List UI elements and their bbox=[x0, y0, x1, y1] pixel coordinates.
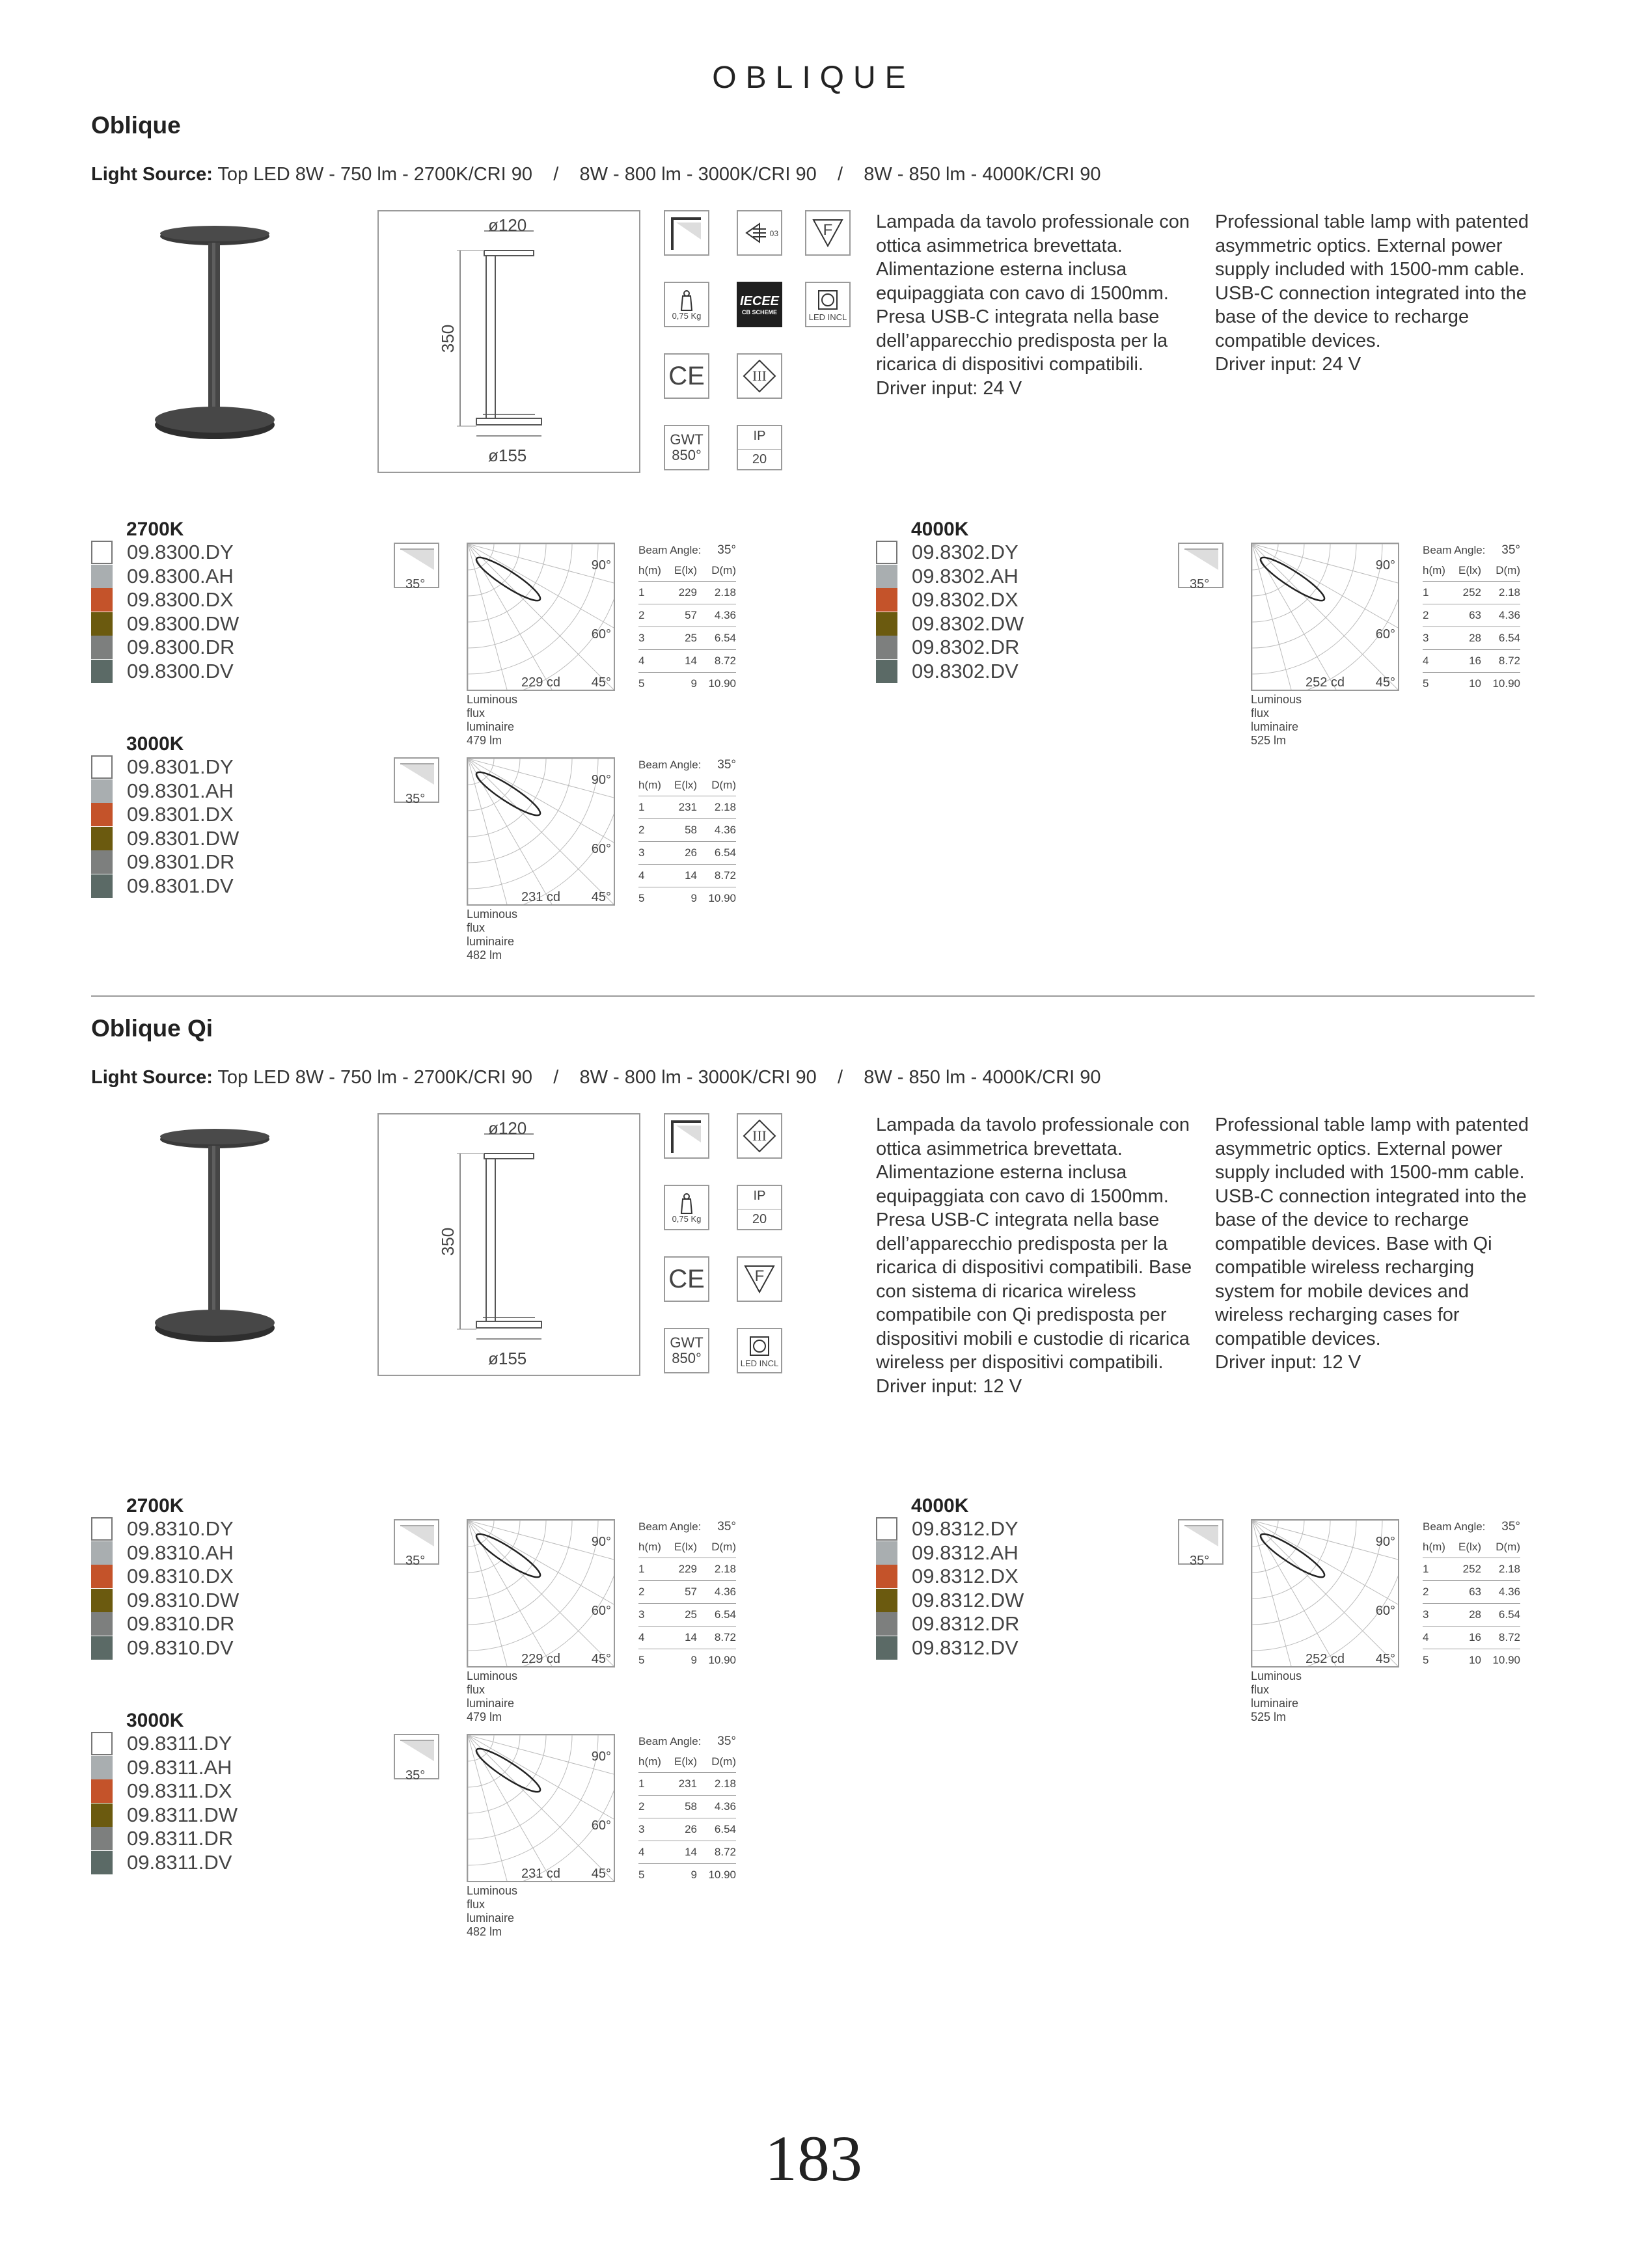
product-code: 09.8310.DR bbox=[127, 1612, 235, 1636]
description-en: Professional table lamp with patented asymmetric optics. External power supply included with 1500-mm cable. USB-C connection integrated into the base of the device to recharge compatible devices. Driver input: 24 V bbox=[1215, 211, 1529, 375]
section-title-oblique: Oblique bbox=[91, 112, 181, 139]
product-code-row bbox=[876, 1612, 1024, 1636]
product-code: 09.8301.DW bbox=[127, 826, 239, 850]
product-code-row bbox=[876, 612, 1024, 636]
finish-swatch bbox=[876, 1517, 897, 1541]
photometric-row: 3 28 6.54 bbox=[1423, 1604, 1520, 1627]
finish-swatch bbox=[876, 565, 897, 588]
dimension-drawing bbox=[377, 1113, 640, 1376]
product-code-row bbox=[91, 1612, 239, 1636]
color-temperature: 4000K bbox=[911, 1495, 969, 1517]
finish-swatch bbox=[91, 850, 113, 874]
photometric-row: 2 57 4.36 bbox=[638, 1581, 736, 1604]
section-title-oblique-qi: Oblique Qi bbox=[91, 1015, 213, 1042]
photometric-row: 4 16 8.72 bbox=[1423, 650, 1520, 673]
product-code-row bbox=[91, 541, 239, 565]
finish-swatch bbox=[91, 1612, 113, 1636]
luminous-flux: Luminous flux luminaire 479 lm bbox=[467, 1669, 518, 1723]
product-code: 09.8302.AH bbox=[912, 564, 1019, 587]
product-code: 09.8311.DV bbox=[127, 1850, 232, 1874]
beam-label: 35° bbox=[405, 792, 426, 806]
photometric-row: 4 14 8.72 bbox=[638, 650, 736, 673]
product-code-row bbox=[876, 565, 1024, 589]
dim-base: ø155 bbox=[488, 446, 527, 465]
product-code-row bbox=[91, 850, 239, 874]
photometric-row: 1 252 2.18 bbox=[1423, 582, 1520, 604]
product-code-row bbox=[91, 1517, 239, 1541]
photometric-row: 5 10 10.90 bbox=[1423, 1654, 1520, 1666]
finish-swatch bbox=[876, 660, 897, 683]
asymmetric-optic-icon bbox=[664, 210, 709, 256]
finish-swatch bbox=[91, 1541, 113, 1565]
f-mark-icon: F bbox=[737, 1256, 782, 1302]
finish-swatch bbox=[876, 612, 897, 636]
product-code-row bbox=[91, 1732, 238, 1756]
product-code: 09.8312.DV bbox=[912, 1636, 1019, 1659]
product-codes bbox=[91, 755, 239, 898]
section-divider bbox=[91, 995, 1535, 997]
photometric-row: 3 26 6.54 bbox=[638, 1818, 736, 1841]
product-code: 09.8311.DY bbox=[127, 1732, 232, 1755]
photometric-row: 5 9 10.90 bbox=[638, 1654, 736, 1666]
photometric-table: Beam Angle: 35° h(m) E(lx) D(m) 1 252 2.18 2 63 4.36 3 28 6.54 4 16 8.72 5 10 10.90 bbox=[1423, 1517, 1520, 1671]
product-codes bbox=[91, 1732, 238, 1874]
polar-diagram: 90° 60° 45° 252 cd bbox=[1251, 1519, 1399, 1667]
product-code: 09.8311.DW bbox=[127, 1803, 238, 1826]
product-code: 09.8301.DX bbox=[127, 803, 234, 826]
finish-swatch bbox=[91, 803, 113, 826]
page-title: OBLIQUE bbox=[712, 61, 915, 95]
product-code-row bbox=[876, 1589, 1024, 1613]
luminous-flux: Luminous flux luminaire 482 lm bbox=[467, 908, 518, 962]
product-code: 09.8302.DV bbox=[912, 659, 1019, 682]
polar-diagram: 90° 60° 45° 231 cd bbox=[467, 757, 615, 906]
product-code-row bbox=[91, 1636, 239, 1660]
finish-swatch bbox=[91, 1589, 113, 1612]
product-code-row bbox=[91, 588, 239, 612]
finish-swatch bbox=[91, 565, 113, 588]
beam-label: 35° bbox=[405, 1768, 426, 1783]
finish-swatch bbox=[876, 588, 897, 612]
photometric-table: Beam Angle: 35° h(m) E(lx) D(m) 1 231 2.18 2 58 4.36 3 26 6.54 4 14 8.72 5 9 10.90 bbox=[638, 755, 736, 910]
product-code-row bbox=[91, 1565, 239, 1589]
color-temperature: 4000K bbox=[911, 519, 969, 540]
luminous-flux: Luminous flux luminaire 482 lm bbox=[467, 1884, 518, 1938]
product-code: 09.8310.DW bbox=[127, 1588, 239, 1612]
photometric-row: 1 231 2.18 bbox=[638, 1773, 736, 1796]
product-code: 09.8312.DW bbox=[912, 1588, 1024, 1612]
luminous-flux: Luminous flux luminaire 525 lm bbox=[1251, 1669, 1302, 1723]
product-code-row bbox=[91, 1827, 238, 1851]
beam-label: 35° bbox=[405, 577, 426, 591]
product-code-row bbox=[91, 612, 239, 636]
dim-base: ø155 bbox=[488, 1349, 527, 1368]
product-code-row bbox=[91, 1851, 238, 1875]
product-code: 09.8302.DW bbox=[912, 612, 1024, 635]
product-code-row bbox=[91, 803, 239, 827]
product-code-row bbox=[91, 1541, 239, 1565]
photometric-row: 4 16 8.72 bbox=[1423, 1627, 1520, 1649]
product-codes bbox=[876, 541, 1024, 683]
product-code-row bbox=[91, 565, 239, 589]
beam-label: 35° bbox=[1190, 1554, 1210, 1568]
photometric-row: 2 57 4.36 bbox=[638, 604, 736, 627]
weight-icon: 0,75 Kg bbox=[664, 282, 709, 327]
candela-value: 229 cd bbox=[521, 1652, 561, 1666]
product-code: 09.8302.DR bbox=[912, 636, 1020, 659]
candela-value: 252 cd bbox=[1306, 675, 1345, 690]
product-code-row bbox=[876, 636, 1024, 660]
dimension-drawing bbox=[377, 210, 640, 473]
photometric-row: 1 229 2.18 bbox=[638, 582, 736, 604]
polar-diagram: 90° 60° 45° 252 cd bbox=[1251, 543, 1399, 691]
class-iii-icon: III bbox=[737, 1113, 782, 1159]
product-code-row bbox=[91, 636, 239, 660]
lamp-photo bbox=[150, 1121, 280, 1349]
candela-value: 229 cd bbox=[521, 675, 561, 690]
finish-swatch bbox=[91, 874, 113, 898]
page-number: 183 bbox=[765, 2122, 862, 2194]
finish-swatch bbox=[91, 541, 113, 564]
photometric-row: 3 25 6.54 bbox=[638, 627, 736, 650]
light-source-line: Light Source: Top LED 8W - 750 lm - 2700K/CRI 90 / 8W - 800 lm - 3000K/CRI 90 / 8W - 850 lm - 4000K/CRI 90 bbox=[91, 1067, 1101, 1088]
product-code: 09.8310.DX bbox=[127, 1565, 234, 1588]
product-code-row bbox=[876, 660, 1024, 684]
beam-label: 35° bbox=[1190, 577, 1210, 591]
finish-swatch bbox=[876, 1565, 897, 1588]
product-codes bbox=[876, 1517, 1024, 1660]
description-en: Professional table lamp with patented asymmetric optics. External power supply included with 1500-mm cable. USB-C connection integrated into the base of the device to recharge compatible devices. Base with Qi compatible wireless recharging system for mobile devices and wireless recharging cases for compatible devices. Driver input: 12 V bbox=[1215, 1114, 1529, 1373]
product-code: 09.8312.AH bbox=[912, 1541, 1019, 1564]
product-code: 09.8300.DY bbox=[127, 541, 234, 564]
product-code: 09.8312.DX bbox=[912, 1565, 1019, 1588]
finish-swatch bbox=[91, 1827, 113, 1850]
finish-swatch bbox=[91, 636, 113, 659]
product-code: 09.8310.DY bbox=[127, 1517, 234, 1541]
class-iii-icon: III bbox=[737, 353, 782, 399]
luminous-flux: Luminous flux luminaire 479 lm bbox=[467, 693, 518, 747]
color-temperature: 3000K bbox=[126, 733, 184, 755]
dim-height: 350 bbox=[438, 324, 458, 353]
finish-swatch bbox=[91, 1779, 113, 1803]
photometric-row: 3 28 6.54 bbox=[1423, 627, 1520, 650]
energy-bars-icon: 03 bbox=[737, 210, 782, 256]
finish-swatch bbox=[91, 1517, 113, 1541]
product-code: 09.8312.DY bbox=[912, 1517, 1019, 1541]
photometric-row: 3 26 6.54 bbox=[638, 842, 736, 865]
lamp-photo bbox=[150, 218, 280, 446]
description-it: Lampada da tavolo professionale con ottica asimmetrica brevettata. Alimentazione esterna inclusa equipaggiata con cavo di 1500mm. Presa USB-C integrata nella base dell’apparecchio predisposta per la ricarica di dispositivi compatibili. Driver input: 24 V bbox=[876, 211, 1190, 399]
photometric-row: 2 63 4.36 bbox=[1423, 1581, 1520, 1604]
polar-diagram: 90° 60° 45° 231 cd bbox=[467, 1734, 615, 1882]
finish-swatch bbox=[91, 1851, 113, 1874]
beam-label: 35° bbox=[405, 1554, 426, 1568]
product-code-row bbox=[91, 1589, 239, 1613]
light-source-line: Light Source: Top LED 8W - 750 lm - 2700K/CRI 90 / 8W - 800 lm - 3000K/CRI 90 / 8W - 850 lm - 4000K/CRI 90 bbox=[91, 164, 1101, 185]
product-code: 09.8300.AH bbox=[127, 564, 234, 587]
photometric-row: 4 14 8.72 bbox=[638, 1627, 736, 1649]
product-code-row bbox=[91, 779, 239, 803]
polar-diagram: 90° 60° 45° 229 cd bbox=[467, 1519, 615, 1667]
ce-mark-icon: CE bbox=[664, 353, 709, 399]
finish-swatch bbox=[91, 612, 113, 636]
product-code: 09.8302.DY bbox=[912, 541, 1019, 564]
product-code: 09.8300.DV bbox=[127, 659, 234, 682]
gwt-icon: GWT 850° bbox=[664, 425, 709, 470]
product-code: 09.8301.DV bbox=[127, 874, 234, 897]
finish-swatch bbox=[876, 1612, 897, 1636]
product-code-row bbox=[91, 874, 239, 898]
finish-swatch bbox=[91, 1732, 113, 1755]
dim-top: ø120 bbox=[488, 215, 527, 235]
photometric-row: 3 25 6.54 bbox=[638, 1604, 736, 1627]
finish-swatch bbox=[91, 1756, 113, 1779]
color-temperature: 2700K bbox=[126, 1495, 184, 1517]
photometric-row: 2 63 4.36 bbox=[1423, 604, 1520, 627]
ce-mark-icon: CE bbox=[664, 1256, 709, 1302]
photometric-row: 5 9 10.90 bbox=[638, 892, 736, 904]
color-temperature: 2700K bbox=[126, 519, 184, 540]
ip-rating-icon: IP 20 bbox=[737, 1185, 782, 1230]
led-incl-icon: LED INCL bbox=[805, 282, 851, 327]
finish-swatch bbox=[876, 1589, 897, 1612]
polar-diagram: 90° 60° 45° 229 cd bbox=[467, 543, 615, 691]
product-code-row bbox=[91, 660, 239, 684]
product-code: 09.8301.AH bbox=[127, 779, 234, 802]
dim-height: 350 bbox=[438, 1227, 458, 1256]
photometric-row: 4 14 8.72 bbox=[638, 865, 736, 887]
product-codes bbox=[91, 1517, 239, 1660]
photometric-table: Beam Angle: 35° h(m) E(lx) D(m) 1 229 2.18 2 57 4.36 3 25 6.54 4 14 8.72 5 9 10.90 bbox=[638, 541, 736, 695]
product-code-row bbox=[876, 541, 1024, 565]
product-code: 09.8301.DR bbox=[127, 850, 235, 874]
finish-swatch bbox=[91, 755, 113, 779]
finish-swatch bbox=[91, 1636, 113, 1660]
product-code: 09.8311.DR bbox=[127, 1827, 234, 1850]
photometric-row: 5 10 10.90 bbox=[1423, 677, 1520, 690]
finish-swatch bbox=[91, 588, 113, 612]
product-code-row bbox=[876, 588, 1024, 612]
product-code: 09.8302.DX bbox=[912, 588, 1019, 612]
candela-value: 252 cd bbox=[1306, 1652, 1345, 1666]
photometric-row: 1 252 2.18 bbox=[1423, 1558, 1520, 1581]
product-code-row bbox=[876, 1517, 1024, 1541]
product-code: 09.8300.DW bbox=[127, 612, 239, 635]
photometric-row: 5 9 10.90 bbox=[638, 1869, 736, 1881]
led-incl-icon: LED INCL bbox=[737, 1328, 782, 1373]
product-codes bbox=[91, 541, 239, 683]
iecee-cb-logo: IECEE CB SCHEME bbox=[737, 282, 782, 327]
finish-swatch bbox=[91, 660, 113, 683]
finish-swatch bbox=[91, 779, 113, 803]
finish-swatch bbox=[876, 636, 897, 659]
photometric-row: 2 58 4.36 bbox=[638, 819, 736, 842]
ip-rating-icon: IP 20 bbox=[737, 425, 782, 470]
gwt-icon: GWT 850° bbox=[664, 1328, 709, 1373]
product-code-row bbox=[91, 827, 239, 851]
product-code: 09.8311.DX bbox=[127, 1779, 232, 1803]
candela-value: 231 cd bbox=[521, 1867, 561, 1881]
finish-swatch bbox=[876, 1541, 897, 1565]
finish-swatch bbox=[876, 1636, 897, 1660]
description-it: Lampada da tavolo professionale con ottica asimmetrica brevettata. Alimentazione esterna inclusa equipaggiata con cavo di 1500mm. Presa USB-C integrata nella base dell’apparecchio predisposta per la ricarica di dispositivi compatibili. Base con sistema di ricarica wireless compatibile con Qi predisposta per dispositivi mobili e custodie di ricarica wireless per dispositivi compatibili. Driver input: 12 V bbox=[876, 1114, 1192, 1397]
product-code-row bbox=[876, 1636, 1024, 1660]
product-code-row bbox=[91, 755, 239, 779]
finish-swatch bbox=[876, 541, 897, 564]
finish-swatch bbox=[91, 1803, 113, 1827]
product-code-row bbox=[876, 1565, 1024, 1589]
photometric-row: 4 14 8.72 bbox=[638, 1841, 736, 1864]
finish-swatch bbox=[91, 827, 113, 850]
luminous-flux: Luminous flux luminaire 525 lm bbox=[1251, 693, 1302, 747]
product-code: 09.8310.DV bbox=[127, 1636, 234, 1659]
product-code: 09.8301.DY bbox=[127, 755, 234, 779]
product-code-row bbox=[91, 1779, 238, 1803]
finish-swatch bbox=[91, 1565, 113, 1588]
photometric-row: 1 231 2.18 bbox=[638, 796, 736, 819]
photometric-row: 5 9 10.90 bbox=[638, 677, 736, 690]
f-mark-icon: F bbox=[805, 210, 851, 256]
product-code: 09.8310.AH bbox=[127, 1541, 234, 1564]
asymmetric-optic-icon bbox=[664, 1113, 709, 1159]
product-code-row bbox=[91, 1803, 238, 1828]
product-code: 09.8300.DR bbox=[127, 636, 235, 659]
photometric-table: Beam Angle: 35° h(m) E(lx) D(m) 1 231 2.18 2 58 4.36 3 26 6.54 4 14 8.72 5 9 10.90 bbox=[638, 1732, 736, 1886]
dim-top: ø120 bbox=[488, 1118, 527, 1138]
photometric-table: Beam Angle: 35° h(m) E(lx) D(m) 1 229 2.18 2 57 4.36 3 25 6.54 4 14 8.72 5 9 10.90 bbox=[638, 1517, 736, 1671]
product-code: 09.8300.DX bbox=[127, 588, 234, 612]
photometric-table: Beam Angle: 35° h(m) E(lx) D(m) 1 252 2.18 2 63 4.36 3 28 6.54 4 16 8.72 5 10 10.90 bbox=[1423, 541, 1520, 695]
photometric-row: 2 58 4.36 bbox=[638, 1796, 736, 1818]
color-temperature: 3000K bbox=[126, 1710, 184, 1731]
candela-value: 231 cd bbox=[521, 890, 561, 904]
product-code-row bbox=[91, 1756, 238, 1780]
product-code-row bbox=[876, 1541, 1024, 1565]
weight-icon: 0,75 Kg bbox=[664, 1185, 709, 1230]
product-code: 09.8311.AH bbox=[127, 1755, 232, 1779]
product-code: 09.8312.DR bbox=[912, 1612, 1020, 1636]
photometric-row: 1 229 2.18 bbox=[638, 1558, 736, 1581]
